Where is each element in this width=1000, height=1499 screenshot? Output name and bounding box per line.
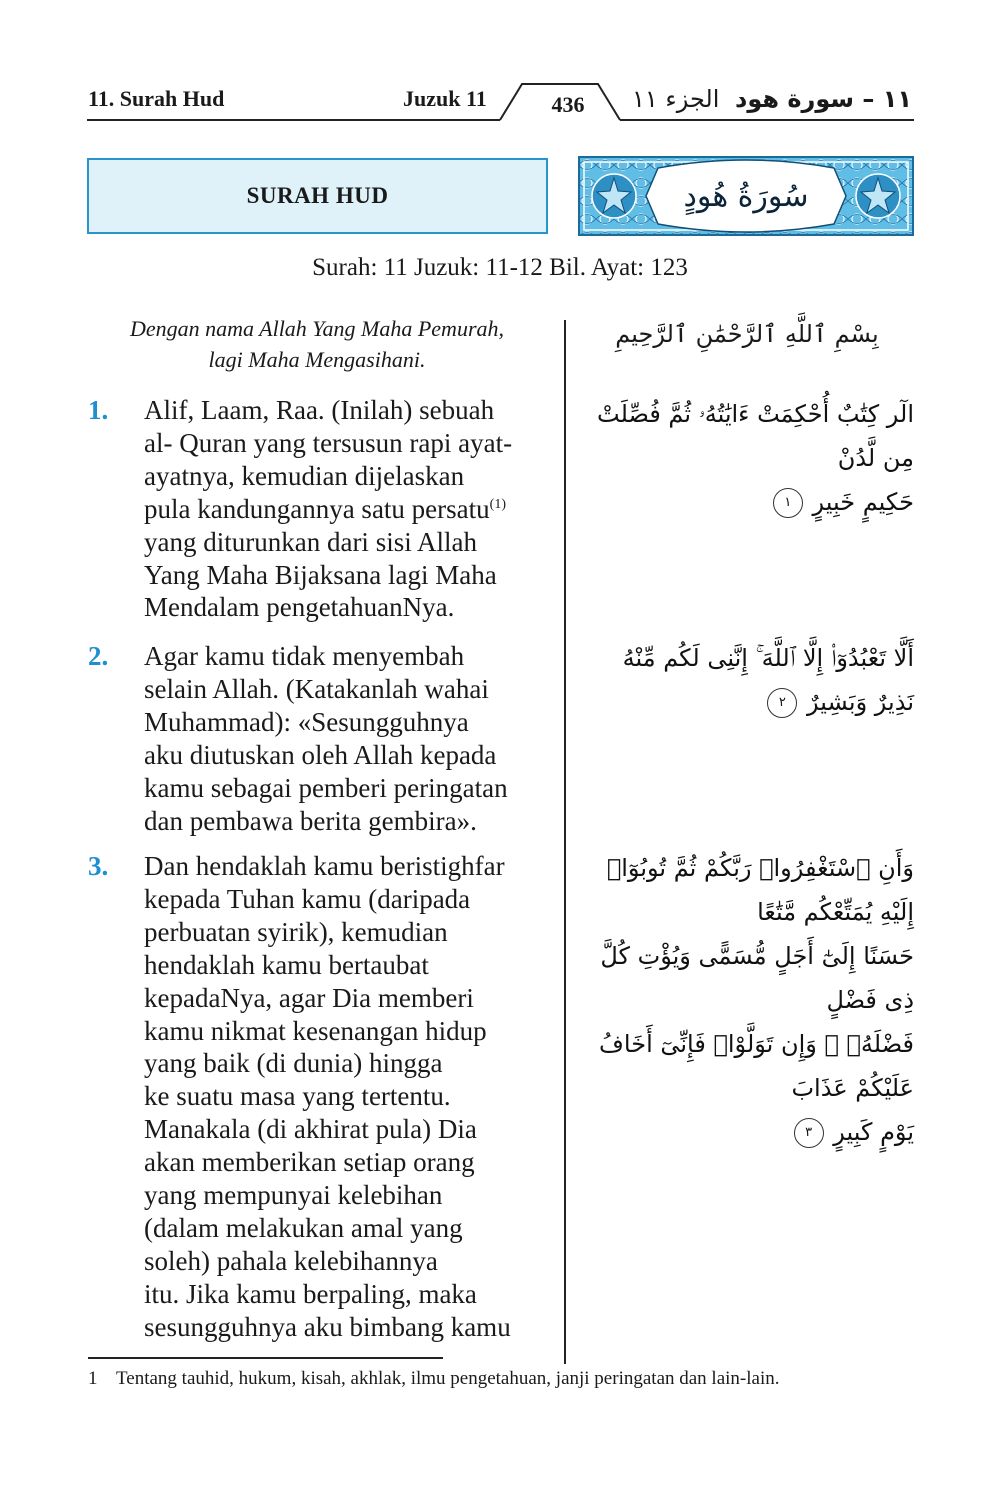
ayah-marker-icon: ٣ [794,1118,824,1148]
surah-info: Surah: 11 Juzuk: 11-12 Bil. Ayat: 123 [312,254,688,281]
footnote-text: Tentang tauhid, hukum, kisah, akhlak, ilmu pengetahuan, janji peringatan dan lain-lain. [116,1368,780,1389]
verse-text: yang diturunkan dari sisi Allah Yang Maha Bijaksana lagi Maha Mendalam pengetahuanNya. [144,526,497,623]
star-ornament-left-icon [592,174,636,218]
surah-title: SURAH HUD [246,183,389,208]
running-header-juzuk: Juzuk 11 [403,86,487,111]
basmala-arabic: بِسْمِ ٱللَّهِ ٱلرَّحْمَٰنِ ٱلرَّحِيمِ [615,320,879,348]
verse-text: Dan hendaklah kamu beristighfar kepada Tuhan kamu (daripada perbuatan syirik), kemudian hendaklah kamu bertaubat kepadaNya, agar Dia memberi kamu nikmat kesenangan hidup yang baik (di dunia) hingga ke suatu masa yang tertentu. Manakala (di akhirat pula) Dia akan memberikan setiap orang yang mempunyai kelebihan (dalam melakukan amal yang soleh) pahala kelebihannya itu. Jika kamu berpaling, maka sesungguhnya aku bimbang kamu [144,851,511,1342]
running-header-surah: 11. Surah Hud [88,86,225,111]
basmala-translation-line: lagi Maha Mengasihani. [208,347,426,372]
star-ornament-right-icon [856,174,900,218]
footnote-rule [88,1357,443,1359]
verse-arabic-text: الٓر كِتَٰبٌ أُحْكِمَتْ ءَايَٰتُهُۥ ثُمَّ فُصِّلَتْ مِن لَّدُنْ حَكِيمٍ خَبِيرٍ [597,400,914,516]
verse-number: 1. [88,395,109,425]
running-header-surah-arabic: ١١ – سورة هود [735,85,912,113]
basmala-translation [88,313,546,375]
verse-text: Alif, Laam, Raa. (Inilah) sebuah al- Quran yang tersusun rapi ayat- ayatnya, kemudian dijelaskan pula kandungannya satu persatu [144,395,513,524]
verse-arabic [580,392,914,524]
ayah-marker-icon: ٢ [767,688,797,718]
verse-number: 2. [88,641,109,671]
verse-arabic-text: أَلَّا تَعْبُدُوٓا۟ إِلَّا ٱللَّهَ ۚ إِنَّنِى لَكُم مِّنْهُ نَذِيرٌ وَبَشِيرٌ [622,644,914,716]
verse-arabic [580,636,914,724]
footnote-reference[interactable]: (1) [489,496,506,512]
verse-number: 3. [88,851,109,881]
surah-title-arabic: سُورَةُ هُودٍ [683,178,809,214]
verse-translation [88,394,558,624]
verse-arabic [580,846,914,1154]
surah-title-box [87,158,548,234]
verse-text: Agar kamu tidak menyembah selain Allah. (Katakanlah wahai Muhammad): «Sesungguhnya aku diutuskan oleh Allah kepada kamu sebagai pemberi peringatan dan pembawa berita gembira». [144,641,508,836]
running-header-juz-arabic: الجزء ١١ [632,85,720,113]
page-number: 436 [551,92,585,117]
verse-arabic-text: وَأَنِ ٱسْتَغْفِرُوا۟ رَبَّكُمْ ثُمَّ تُوبُوٓا۟ إِلَيْهِ يُمَتِّعْكُم مَّتَٰعًا حَسَنًا إِلَىٰٓ أَجَلٍ مُّسَمًّى وَيُؤْتِ كُلَّ ذِى فَضْلٍ فَضْلَهُۥ ۖ وَإِن تَوَلَّوْا۟ فَإِنِّىٓ أَخَافُ عَلَيْكُمْ عَذَابَ يَوْمٍ كَبِيرٍ [599,854,914,1146]
column-divider [564,320,566,1364]
basmala-translation-line: Dengan nama Allah Yang Maha Pemurah, [130,316,504,341]
footnote-number: 1 [88,1368,98,1389]
verse-translation [88,850,558,1344]
ayah-marker-icon: ١ [773,488,803,518]
verse-translation [88,640,558,837]
